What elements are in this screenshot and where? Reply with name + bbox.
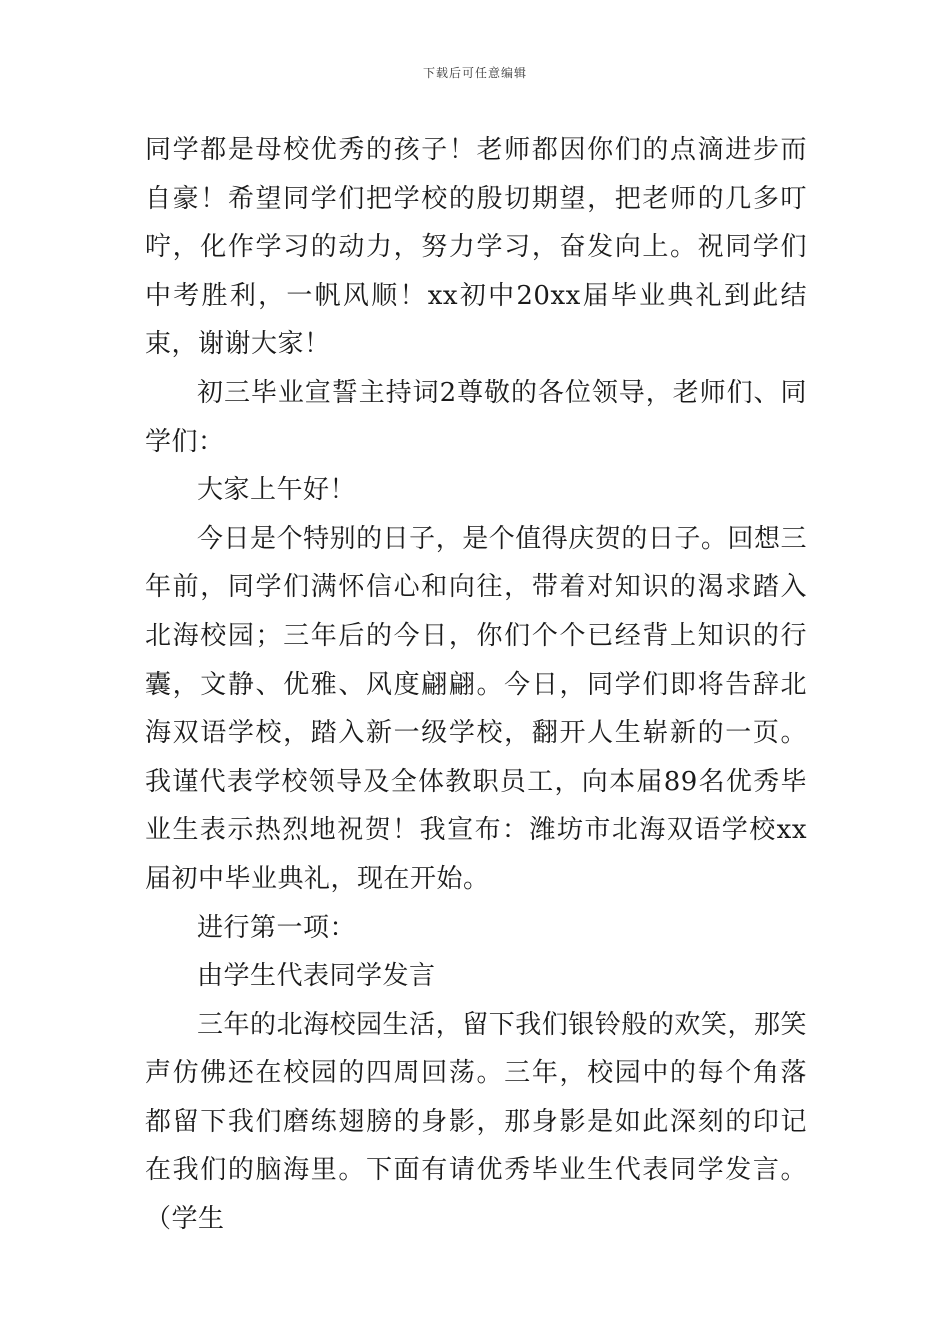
paragraph-greeting: 大家上午好！ bbox=[197, 475, 357, 506]
paragraph-speech-title: 初三毕业宣誓主持词2尊敬的各位领导，老师们、同学们： bbox=[145, 377, 807, 457]
paragraph-opening: 今日是个特别的日子，是个值得庆贺的日子。回想三年前，同学们满怀信心和向往，带着对知识的渴求踏入北海校园；三年后的今日，你们个个已经背上知识的行囊，文静、优雅、风度翩翩。今日，同学们即将告辞北海双语学校，踏入新一级学校，翻开人生崭新的一页。我谨代表学校领导及全体教职员工，向本届89名优秀毕业生表示热烈地祝贺！我宣布：潍坊市北海双语学校xx届初中毕业典礼，现在开始。 bbox=[145, 523, 807, 894]
paragraph-agenda-item: 进行第一项： bbox=[197, 912, 357, 943]
paragraph-closing-remarks: 同学都是母校优秀的孩子！老师都因你们的点滴进步而自豪！希望同学们把学校的殷切期望，把老师的几多叮咛，化作学习的动力，努力学习，奋发向上。祝同学们中考胜利，一帆风顺！xx初中20xx届毕业典礼到此结束，谢谢大家！ bbox=[145, 135, 807, 360]
page-header: 下载后可任意编辑 bbox=[422, 66, 527, 80]
paragraph-student-intro: 三年的北海校园生活，留下我们银铃般的欢笑，那笑声仿佛还在校园的四周回荡。三年，校园中的每个角落都留下我们磨练翅膀的身影，那身影是如此深刻的印记在我们的脑海里。下面有请优秀毕业生代表同学发言。（学生 bbox=[145, 1009, 807, 1235]
document-body bbox=[145, 126, 807, 1244]
paragraph-agenda-detail: 由学生代表同学发言 bbox=[197, 961, 436, 992]
